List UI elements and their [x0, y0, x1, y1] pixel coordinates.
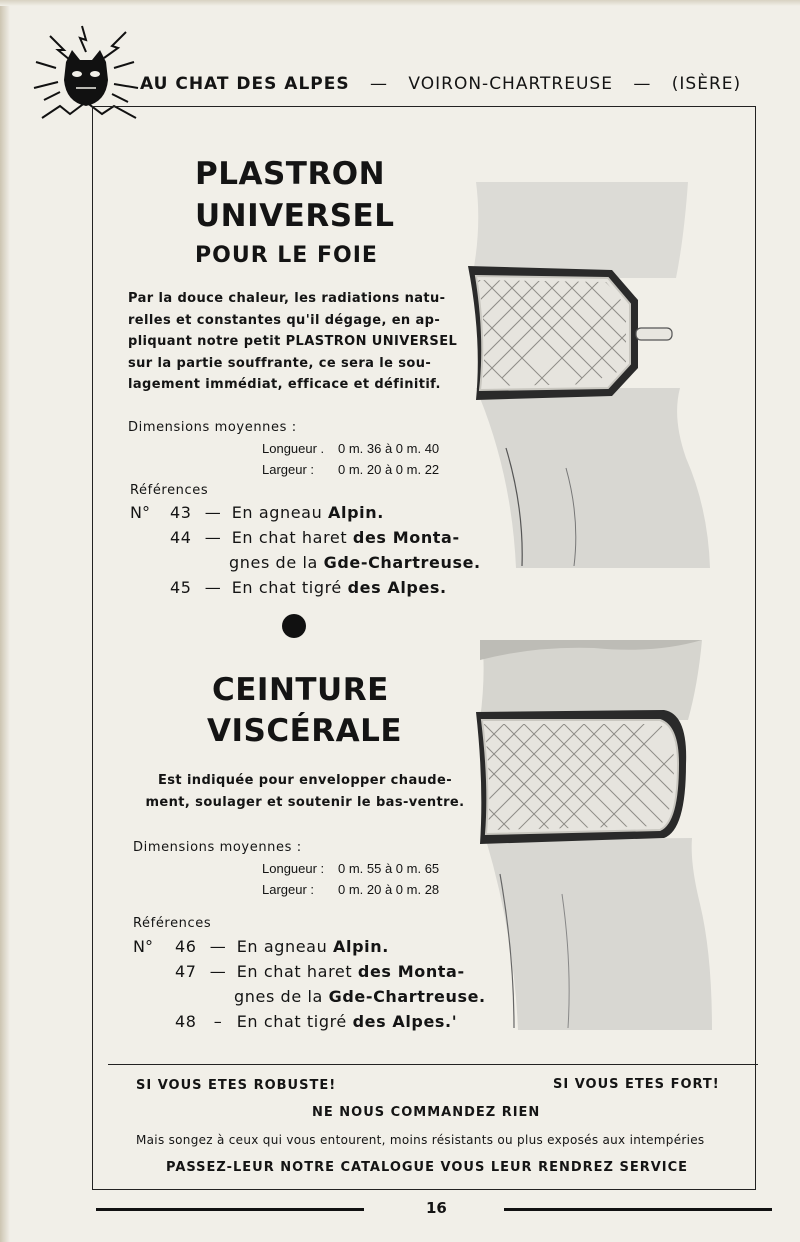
- length-label: Longueur .: [262, 441, 325, 456]
- plastron-description: [128, 288, 468, 396]
- footer-note: Mais songez à ceux qui vous entourent, moins résistants ou plus exposés aux intempéries: [136, 1133, 705, 1147]
- ceinture-ref-row: [175, 960, 465, 984]
- ref-strong: des Monta-: [352, 528, 460, 547]
- length-value: 0 m. 36 à 0 m. 40: [338, 441, 440, 456]
- black-dot-icon: [282, 614, 306, 638]
- width-label: Largeur :: [262, 462, 315, 477]
- ref-dash: —: [204, 503, 222, 522]
- description-line: pliquant notre petit PLASTRON UNIVERSEL: [128, 334, 458, 349]
- ref-text: En agneau: [231, 503, 323, 522]
- length-label: Longueur :: [262, 861, 325, 876]
- page-top-shadow: [0, 0, 800, 6]
- plastron-title-line1: PLASTRON: [195, 156, 386, 192]
- description-line: Par la douce chaleur, les radiations natu-: [128, 291, 446, 306]
- ref-strong: Alpin.: [333, 937, 389, 956]
- plastron-no-label: N°: [130, 503, 150, 522]
- ref-number: 46: [175, 937, 197, 956]
- ref-strong: des Monta-: [357, 962, 465, 981]
- ref-text: En chat tigré: [236, 1012, 347, 1031]
- ref-dash: —: [209, 937, 227, 956]
- ref-dash: —: [204, 578, 222, 597]
- ref-number: 48: [175, 1012, 197, 1031]
- ceinture-ref-row: [175, 935, 389, 959]
- plastron-dimensions-label: Dimensions moyennes :: [128, 420, 297, 435]
- ceinture-title-line1: CEINTURE: [212, 672, 389, 708]
- ceinture-description: [140, 770, 470, 813]
- plastron-ref-row: [170, 576, 447, 600]
- header-region: (ISÈRE): [671, 74, 742, 94]
- ref-number: 43: [170, 503, 192, 522]
- ref-text: En chat tigré: [231, 578, 342, 597]
- ref-text: gnes de la: [234, 987, 323, 1006]
- footer-center: NE NOUS COMMANDEZ RIEN: [312, 1105, 541, 1120]
- ref-dash: —: [204, 528, 222, 547]
- ref-number: 47: [175, 962, 197, 981]
- ceinture-dimensions-label: Dimensions moyennes :: [133, 840, 302, 855]
- plastron-ref-row: [229, 551, 481, 575]
- ceinture-references-label: Références: [133, 916, 212, 931]
- length-value: 0 m. 55 à 0 m. 65: [338, 861, 440, 876]
- ref-strong: Gde-Chartreuse.: [323, 553, 481, 572]
- ceinture-illustration: [474, 634, 718, 1034]
- footer-cta: PASSEZ-LEUR NOTRE CATALOGUE VOUS LEUR RENDREZ SERVICE: [166, 1160, 689, 1175]
- ref-strong: Alpin.: [328, 503, 384, 522]
- plastron-illustration: [462, 178, 718, 572]
- plastron-references-label: Références: [130, 483, 209, 498]
- width-value: 0 m. 20 à 0 m. 28: [338, 882, 440, 897]
- plastron-width-row: [262, 462, 439, 477]
- ref-strong: des Alpes.: [347, 578, 447, 597]
- ceinture-no-label: N°: [133, 937, 153, 956]
- ref-dash: —: [209, 962, 227, 981]
- ref-text: En chat haret: [231, 528, 348, 547]
- ref-text: gnes de la: [229, 553, 318, 572]
- page-spine-shadow: [0, 0, 10, 1242]
- ceinture-width-row: [262, 882, 439, 897]
- ceinture-length-row: [262, 861, 439, 876]
- width-label: Largeur :: [262, 882, 315, 897]
- description-line: relles et constantes qu'il dégage, en ap-: [128, 312, 441, 328]
- page-number-rule-right: [504, 1208, 772, 1211]
- header-town: VOIRON-CHARTREUSE: [408, 74, 613, 94]
- ref-strong: Gde-Chartreuse.: [328, 987, 486, 1006]
- plastron-ref-row: [170, 501, 384, 525]
- footer-right: SI VOUS ETES FORT!: [553, 1077, 720, 1092]
- ref-number: 45: [170, 578, 192, 597]
- description-line: ment, soulager et soutenir le bas-ventre.: [145, 794, 465, 810]
- header-separator: —: [633, 74, 652, 94]
- header-separator: —: [370, 74, 389, 94]
- description-line: Est indiquée pour envelopper chaude-: [157, 773, 452, 788]
- page-number: 16: [426, 1199, 447, 1217]
- ref-text: En agneau: [236, 937, 328, 956]
- ceinture-ref-row: [234, 985, 486, 1009]
- description-line: lagement immédiat, efficace et définitif.: [128, 377, 441, 392]
- width-value: 0 m. 20 à 0 m. 22: [338, 462, 440, 477]
- plastron-title-line2: UNIVERSEL: [195, 198, 395, 234]
- ref-dash: –: [213, 1012, 223, 1031]
- header-title: [140, 74, 741, 94]
- plastron-length-row: [262, 441, 439, 456]
- plastron-subtitle: POUR LE FOIE: [195, 243, 378, 268]
- ceinture-ref-row: [175, 1010, 457, 1034]
- ref-text: En chat haret: [236, 962, 353, 981]
- page-number-rule-left: [96, 1208, 364, 1211]
- description-line: sur la partie souffrante, ce sera le sou-: [128, 355, 432, 371]
- footer-left: SI VOUS ETES ROBUSTE!: [136, 1078, 337, 1093]
- footer-divider: [108, 1064, 758, 1065]
- ceinture-title-line2: VISCÉRALE: [207, 713, 403, 749]
- header-brand: AU CHAT DES ALPES: [140, 74, 350, 94]
- ref-number: 44: [170, 528, 192, 547]
- plastron-ref-row: [170, 526, 460, 550]
- ref-strong: des Alpes.': [352, 1012, 458, 1031]
